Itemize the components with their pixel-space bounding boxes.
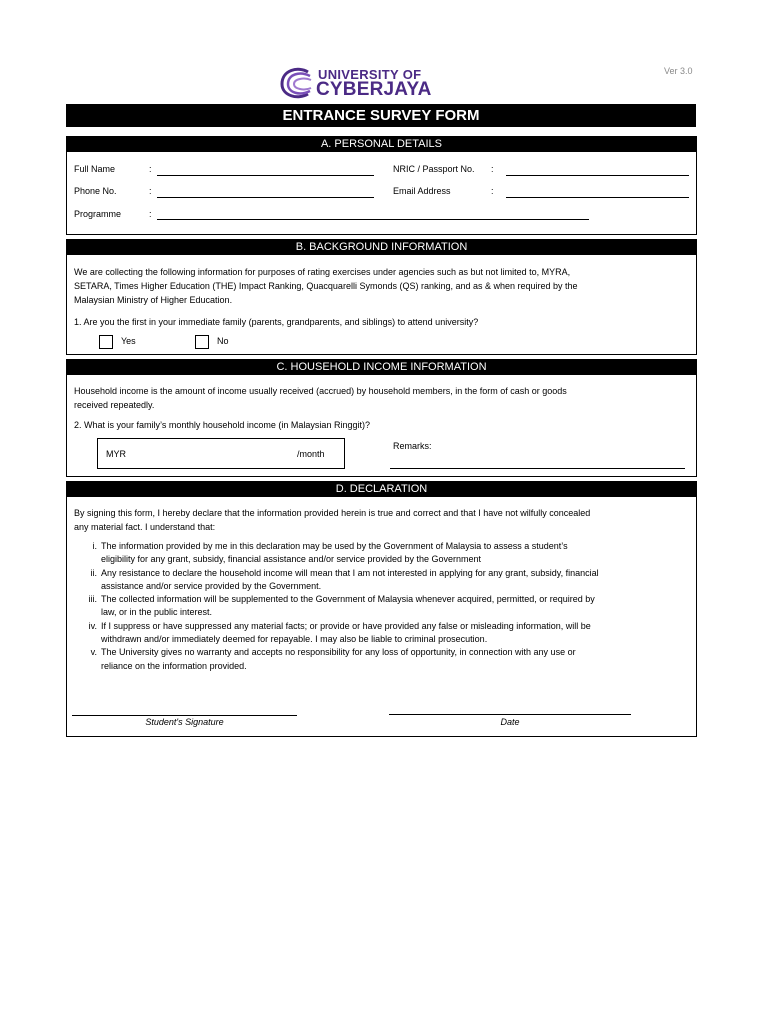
remarks-field[interactable]: [390, 468, 685, 469]
signature-label: Student's Signature: [145, 717, 224, 727]
full-name-field[interactable]: [157, 175, 374, 176]
logo-line1: UNIVERSITY OF: [318, 67, 422, 82]
item-number: i.: [92, 541, 97, 551]
date-label: Date: [500, 717, 520, 727]
background-intro-line2: SETARA, Times Higher Education (THE) Impact Ranking, Quacquarelli Symonds (QS) ranking, and as & when required by the: [74, 281, 578, 291]
programme-label: Programme: [74, 209, 122, 219]
phone-label: Phone No.: [74, 186, 117, 196]
email-field[interactable]: [506, 197, 689, 198]
yes-checkbox[interactable]: [99, 335, 113, 349]
income-input-box[interactable]: [97, 438, 345, 469]
form-title: ENTRANCE SURVEY FORM: [66, 104, 696, 127]
declaration-list: [67, 540, 687, 673]
section-c-heading: C. HOUSEHOLD INCOME INFORMATION: [67, 360, 696, 375]
declaration-intro-line1: By signing this form, I hereby declare that the information provided herein is true and correct and that I have not wilfully concealed: [74, 508, 591, 518]
colon: :: [149, 209, 152, 219]
section-declaration: [66, 481, 697, 737]
item-text: assistance and/or service provided by the Government.: [101, 580, 322, 591]
date-field[interactable]: [389, 714, 631, 715]
item-text: reliance on the information provided.: [101, 660, 247, 671]
colon: :: [491, 164, 494, 174]
section-b-heading: B. BACKGROUND INFORMATION: [67, 240, 696, 255]
declaration-item: [67, 646, 687, 673]
item-text: The information provided by me in this declaration may be used by the Government of Malaysia to assess a student’s: [101, 541, 568, 551]
colon: :: [149, 164, 152, 174]
colon: :: [149, 186, 152, 196]
full-name-label: Full Name: [74, 164, 116, 174]
email-label: Email Address: [393, 186, 451, 196]
item-text: law, or in the public interest.: [101, 607, 213, 618]
declaration-item: [67, 620, 687, 647]
section-d-heading: D. DECLARATION: [67, 482, 696, 497]
question-2: 2. What is your family’s monthly household income (in Malaysian Ringgit)?: [74, 420, 370, 430]
logo-swirl-icon: [278, 66, 316, 102]
item-number: ii.: [90, 567, 97, 578]
yes-label: Yes: [121, 336, 136, 346]
section-background-information: [66, 239, 697, 355]
logo-line2: CYBERJAYA: [316, 79, 432, 100]
version-label: Ver 3.0: [664, 66, 693, 76]
declaration-intro-line2: any material fact. I understand that:: [74, 522, 216, 532]
no-label: No: [217, 336, 229, 346]
background-intro-line1: We are collecting the following information for purposes of rating exercises under agencies such as but not limited to, MYRA,: [74, 267, 571, 277]
university-logo: [278, 66, 464, 102]
remarks-label: Remarks:: [393, 441, 432, 451]
currency-label: MYR: [106, 449, 126, 459]
background-intro-line3: Malaysian Ministry of Higher Education.: [74, 295, 233, 305]
declaration-item: [67, 567, 687, 594]
signature-field[interactable]: [72, 715, 297, 716]
household-intro-line1: Household income is the amount of income usually received (accrued) by household members, in the form of cash or goods: [74, 386, 567, 396]
nric-label: NRIC / Passport No.: [393, 164, 475, 174]
no-checkbox[interactable]: [195, 335, 209, 349]
programme-field[interactable]: [157, 219, 589, 220]
declaration-item: [67, 593, 687, 620]
item-number: v.: [90, 647, 97, 658]
item-text: The University gives no warranty and accepts no responsibility for any loss of opportunity, in connection with any use or: [101, 647, 576, 658]
item-text: The collected information will be supplemented to the Government of Malaysia whenever acquired, permitted, or required by: [101, 594, 595, 605]
colon: :: [491, 186, 494, 196]
section-a-heading: A. PERSONAL DETAILS: [67, 137, 696, 152]
declaration-item: [67, 540, 687, 567]
item-number: iv.: [88, 620, 97, 631]
item-text: If I suppress or have suppressed any material facts; or provide or have provided any false or misleading information, will be: [101, 620, 591, 631]
phone-field[interactable]: [157, 197, 374, 198]
question-1: 1. Are you the first in your immediate family (parents, grandparents, and siblings) to attend university?: [74, 317, 479, 327]
section-personal-details: [66, 136, 697, 235]
item-text: Any resistance to declare the household income will mean that I am not interested in applying for any grant, subsidy, financial: [101, 567, 599, 578]
item-text: withdrawn and/or immediately deemed for repayable. I may also be liable to criminal prosecution.: [101, 634, 488, 645]
per-month-label: /month: [297, 449, 325, 459]
item-text: eligibility for any grant, subsidy, financial assistance and/or service provided by the Government: [101, 554, 482, 565]
household-intro-line2: received repeatedly.: [74, 400, 155, 410]
nric-field[interactable]: [506, 175, 689, 176]
section-household-income: [66, 359, 697, 477]
item-number: iii.: [88, 594, 97, 605]
